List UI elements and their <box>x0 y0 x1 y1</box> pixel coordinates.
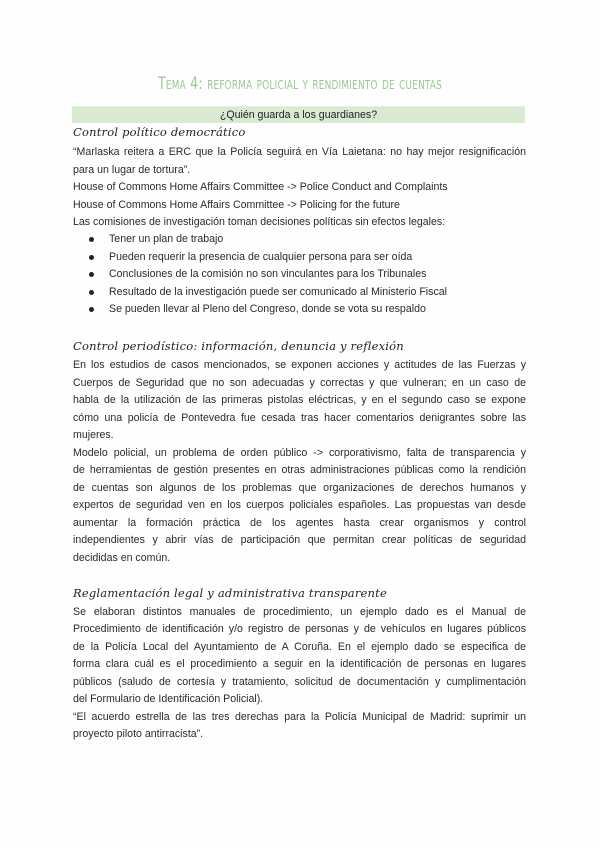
paragraph-line: mujeres. <box>73 429 114 441</box>
paragraph-line: de la Policía Local del Ayuntamiento de A Coruña. En el ejemplo dado se especifica de <box>73 640 526 653</box>
list-item-text: Tener un plan de trabajo <box>109 233 224 245</box>
paragraph-line: Cuerpos de Seguridad que no son adecuadas y correctas y que vulneran; en un caso de <box>73 376 526 389</box>
list-item-text: Se pueden llevar al Pleno del Congreso, donde se vota su respaldo <box>109 303 426 315</box>
bullet-icon <box>89 255 94 260</box>
paragraph-line: House of Commons Home Affairs Committee -> Police Conduct and Complaints <box>73 181 448 193</box>
paragraph-line: En los estudios de casos mencionados, se exponen acciones y actitudes de las Fuerzas y <box>73 359 526 371</box>
paragraph-line: de herramientas de gestión presentes en otras administraciones públicas como la rendición <box>73 464 526 476</box>
bullet-icon <box>89 307 94 312</box>
section-heading-control-politico: Control político democrático <box>73 125 246 139</box>
paragraph-line: de cuentas son algunos de los problemas que organizaciones de derechos humanos y <box>73 481 526 494</box>
section-heading-control-periodistico: Control periodístico: información, denuncia y reflexión <box>73 339 404 353</box>
paragraph-line: para un lugar de tortura”. <box>73 163 191 176</box>
paragraph-line: independientes y abrir vías de participación que permitan crear políticas de seguridad <box>73 534 526 546</box>
section-heading-reglamentacion: Reglamentación legal y administrativa transparente <box>73 586 387 600</box>
bullet-icon <box>89 290 94 295</box>
paragraph-line: proyecto piloto antirracista”. <box>73 728 204 740</box>
list-item-text: Conclusiones de la comisión no son vinculantes para los Tribunales <box>109 268 427 280</box>
paragraph-line: Modelo policial, un problema de orden público -> corporativismo, falta de transparencia y <box>73 446 526 459</box>
banner-text: ¿Quién guarda a los guardianes? <box>219 109 378 121</box>
paragraph-line: cómo una policía de Pontevedra fue cesada tras hacer comentarios denigrantes sobre las <box>73 411 526 424</box>
paragraph-line: Las comisiones de investigación toman decisiones políticas sin efectos legales: <box>73 216 446 228</box>
paragraph-line: públicos (saludo de cortesía y tratamiento, solicitud de documentación y cumplimentación <box>73 675 526 688</box>
paragraph-line: aumentar la formación práctica de los agentes hasta crear organismos y control <box>73 516 526 529</box>
paragraph-line: Se elaboran distintos manuales de procedimiento, un ejemplo dado es el Manual de <box>73 605 526 618</box>
paragraph-line: forma clara cuál es el procedimiento a seguir en la identificación de personas en lugares <box>73 658 526 670</box>
list-item-text: Resultado de la investigación puede ser comunicado al Ministerio Fiscal <box>109 285 448 298</box>
bullet-icon <box>89 237 94 242</box>
paragraph-line: expertos de seguridad ven en los cuerpos policiales españoles. Las propuestas van desde <box>73 499 526 511</box>
paragraph-line: habla de la utilización de las primeras pistolas eléctricas, y en el segundo caso se expone <box>73 394 526 406</box>
highlight-banner <box>72 106 525 123</box>
list-item-text: Pueden requerir la presencia de cualquier persona para ser oída <box>109 250 413 263</box>
paragraph-line: del Formulario de Identificación Policial). <box>73 693 264 705</box>
paragraph-line: House of Commons Home Affairs Committee -> Policing for the future <box>73 198 400 211</box>
paragraph-line: “El acuerdo estrella de las tres derechas para la Policía Municipal de Madrid: suprimir un <box>73 710 526 723</box>
page-title: Tema 4: reforma policial y rendimiento de cuentas <box>158 74 442 94</box>
paragraph-line: Procedimiento de identificación y/o registro de personas y de vehículos en lugares públicos <box>73 623 526 635</box>
paragraph-line: decididas en común. <box>73 551 171 564</box>
bullet-icon <box>89 272 94 277</box>
paragraph-line: “Marlaska reitera a ERC que la Policía seguirá en Vía Laietana: no hay mejor resignificación <box>73 146 526 158</box>
